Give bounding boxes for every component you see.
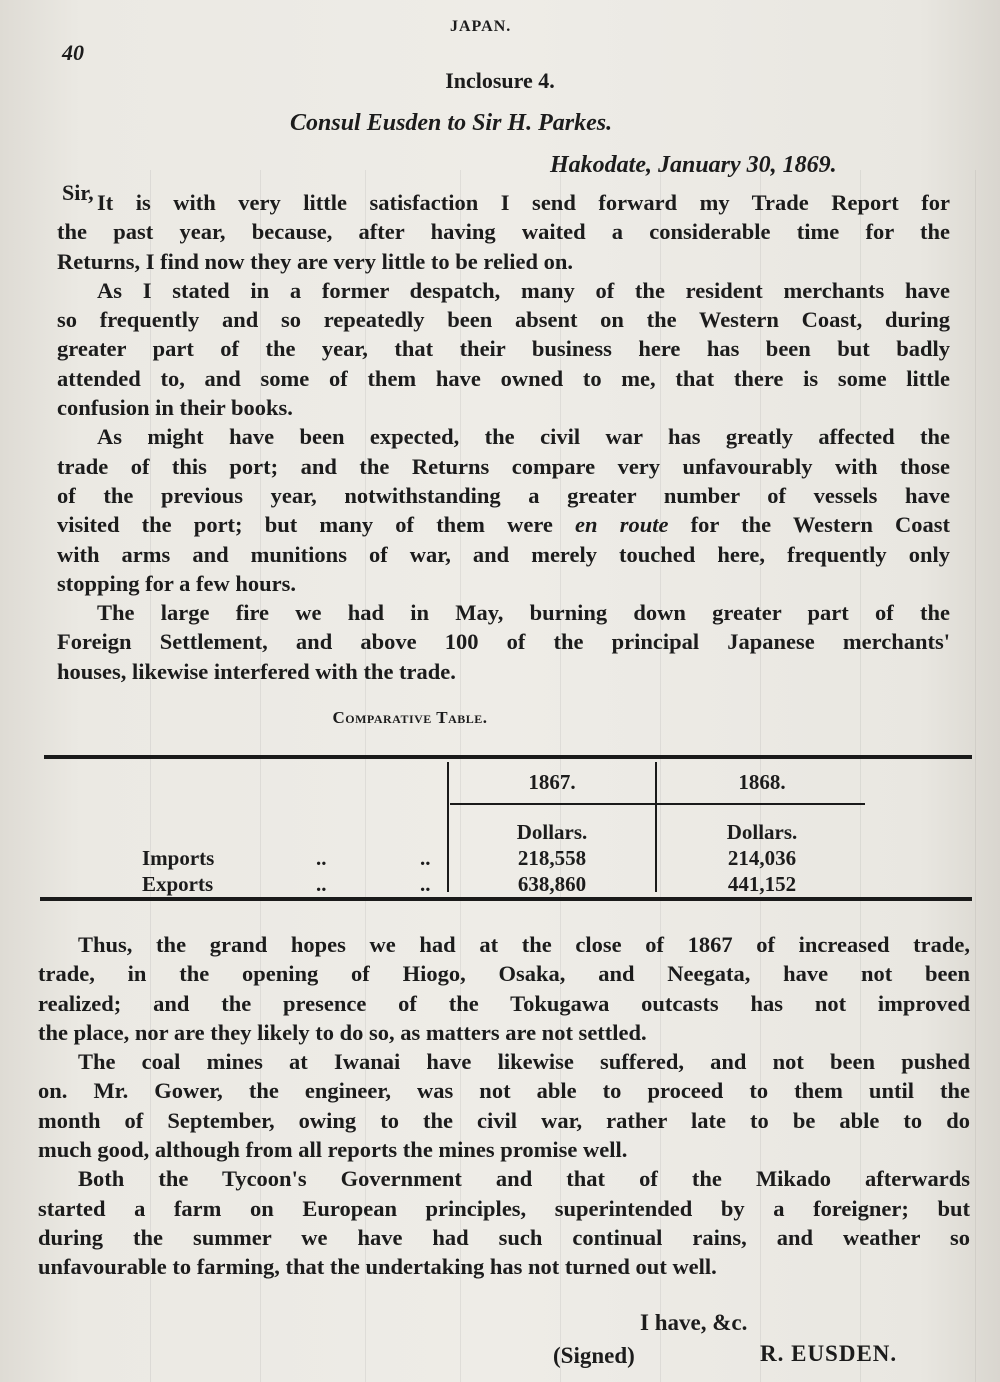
text-line: Thus, the grand hopes we had at the close of 1867 of increased trade, (78, 932, 970, 957)
unit-label: Dollars. (726, 820, 798, 844)
text-line: unfavourable to farming, that the undertaking has not turned out well. (38, 1254, 717, 1280)
valediction: I have, &c. (640, 1310, 748, 1335)
paragraph (57, 598, 950, 686)
imports-1868: 214,036 (727, 846, 797, 870)
text-line: the past year, because, after having waited a considerable time for the (57, 219, 950, 245)
body-section-1 (57, 188, 950, 686)
text-line: As might have been expected, the civil war has greatly affected the (97, 424, 950, 450)
text-line: with arms and munitions of war, and merely touched here, frequently only (57, 541, 950, 567)
text-line: of the previous year, notwithstanding a greater number of vessels have (57, 482, 950, 508)
text-line: attended to, and some of them have owned to me, that there is some little (57, 365, 950, 391)
place-date-text: Hakodate, January 30, 1869. (550, 152, 837, 178)
table-top-rule (44, 755, 972, 759)
text-segment: visited the port; but many of them were (57, 512, 576, 538)
text-line: The large fire we had in May, burning down greater part of the (97, 600, 950, 626)
salutation: Sir, (62, 180, 94, 205)
italic-phrase: en route (575, 512, 669, 538)
text-line: much good, although from all reports the mines promise well. (38, 1137, 628, 1163)
exports-1867: 638,860 (517, 872, 587, 896)
table-title: Comparative Table. (332, 708, 488, 727)
leader-dots: .. (420, 872, 431, 896)
paragraph (57, 276, 950, 422)
signed-label: (Signed) (553, 1343, 635, 1368)
text-line: during the summer we have had such continual rains, and weather so (38, 1224, 970, 1250)
body-section-2 (38, 930, 970, 1282)
row-label-exports: Exports (142, 872, 214, 896)
text-line: on. Mr. Gower, the engineer, was not able to proceed to them until the (38, 1078, 970, 1104)
paragraph (57, 422, 950, 598)
text-line: stopping for a few hours. (57, 570, 296, 596)
text-line: Returns, I find now they are very little to be relied on. (57, 248, 573, 274)
page-number: 40 (62, 40, 84, 65)
text-line: houses, likewise interfered with the trade. (57, 658, 456, 684)
text-line: confusion in their books. (57, 395, 293, 421)
leader-dots: .. (316, 846, 327, 870)
inclosure-heading: Inclosure 4. (445, 68, 555, 93)
text-line: trade of this port; and the Returns compare very unfavourably with those (57, 453, 950, 479)
text-line: trade, in the opening of Hiogo, Osaka, and Neegata, have not been (38, 961, 970, 987)
header-underline (450, 803, 865, 805)
text-line (57, 510, 950, 539)
paragraph (38, 1164, 970, 1281)
letter-title: Consul Eusden to Sir H. Parkes. (290, 110, 613, 136)
text-line: started a farm on European principles, superintended by a foreigner; but (38, 1195, 970, 1221)
imports-1867: 218,558 (517, 846, 587, 870)
text-line: It is with very little satisfaction I send forward my Trade Report for (97, 190, 950, 215)
text-line: greater part of the year, that their business here has been but badly (57, 336, 950, 362)
text-line: Foreign Settlement, and above 100 of the principal Japanese merchants' (57, 629, 950, 655)
text-line: As I stated in a former despatch, many of the resident merchants have (97, 277, 950, 303)
running-head: JAPAN. (450, 18, 512, 35)
column-divider (655, 762, 657, 892)
text-line: so frequently and so repeatedly been absent on the Western Coast, during (57, 307, 950, 333)
column-header-1868: 1868. (738, 770, 786, 794)
text-line: Both the Tycoon's Government and that of the Mikado afterwards (78, 1166, 970, 1192)
leader-dots: .. (420, 846, 431, 870)
exports-1868: 441,152 (727, 872, 797, 896)
place-date (550, 152, 837, 179)
text-segment: for the Western Coast (668, 512, 950, 538)
column-header-1867: 1867. (528, 770, 576, 794)
text-line: realized; and the presence of the Tokugawa outcasts has not improved (38, 990, 970, 1016)
column-divider (447, 762, 449, 892)
paragraph (57, 188, 950, 276)
paragraph (38, 1047, 970, 1164)
row-label-imports: Imports (142, 846, 215, 870)
text-line: The coal mines at Iwanai have likewise suffered, and not been pushed (78, 1049, 970, 1075)
table-bottom-rule (40, 897, 972, 901)
text-line: the place, nor are they likely to do so, as matters are not settled. (38, 1019, 647, 1045)
text-line: month of September, owing to the civil war, rather late to be able to do (38, 1107, 970, 1133)
signature: R. EUSDEN. (760, 1341, 898, 1366)
leader-dots: .. (316, 872, 327, 896)
unit-label: Dollars. (516, 820, 588, 844)
paragraph (38, 930, 970, 1047)
